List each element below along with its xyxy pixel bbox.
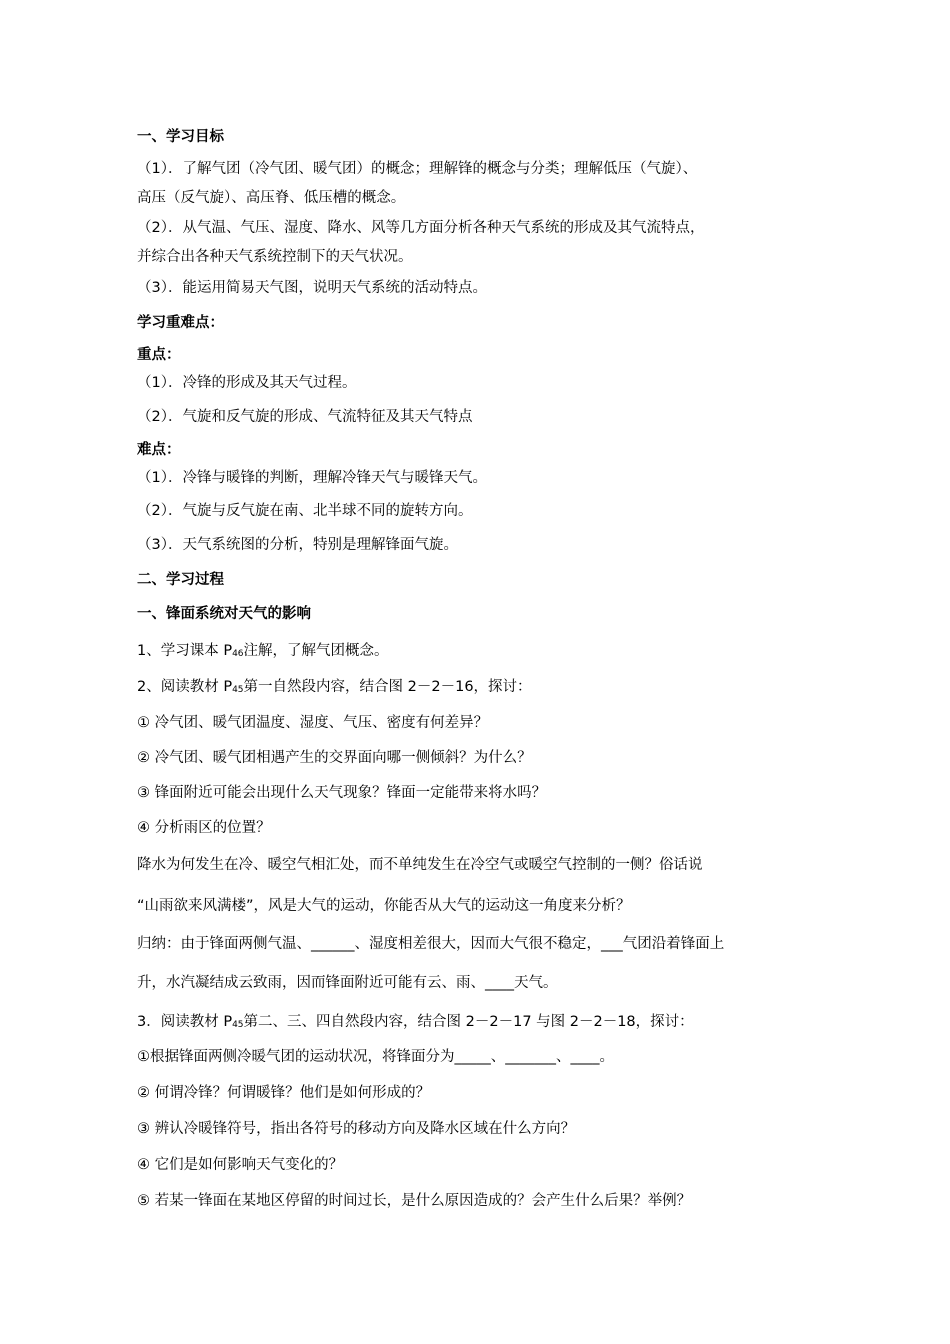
goal-line: （2）．从气温、气压、湿度、降水、风等几方面分析各种天气系统的形成及其气流特点， (137, 220, 705, 236)
item-1-text-end: 注解，了解气团概念。 (243, 643, 389, 659)
paragraph-line: “山雨欲来风满楼”，风是大气的运动，你能否从大气的运动这一角度来分析？ (137, 898, 631, 914)
question-line: ④ 分析雨区的位置？ (137, 820, 271, 836)
item-2 (137, 677, 827, 700)
difficult-point: （3）．天气系统图的分析，特别是理解锋面气旋。 (137, 537, 458, 553)
key-point: （1）．冷锋的形成及其天气过程。 (137, 375, 357, 391)
item-1-text: 1、学习课本 P (137, 643, 233, 659)
difficult-points-title: 难点： (137, 442, 181, 458)
item-2-text: 2、阅读教材 P (137, 679, 233, 695)
goal-line: （3）．能运用简易天气图，说明天气系统的活动特点。 (137, 280, 487, 296)
question-line: ② 冷气团、暖气团相遇产生的交界面向哪一侧倾斜？为什么？ (137, 750, 532, 766)
key-point: （2）．气旋和反气旋的形成、气流特征及其天气特点 (137, 409, 473, 425)
page-subscript: 46 (232, 649, 244, 659)
question-line: ① 冷气团、暖气团温度、湿度、气压、密度有何差异？ (137, 715, 489, 731)
summary-line: 升，水汽凝结成云致雨，因而锋面附近可能有云、雨、____天气。 (137, 975, 558, 991)
section-title-learning-process: 二、学习过程 (137, 572, 224, 588)
subsection-title-front-systems: 一、锋面系统对天气的影响 (137, 606, 311, 622)
question-line: ② 何谓冷锋？何谓暖锋？他们是如何形成的？ (137, 1085, 431, 1101)
question-line: ①根据锋面两侧冷暖气团的运动状况，将锋面分为_____、_______、____。 (137, 1049, 614, 1065)
difficult-point: （2）．气旋与反气旋在南、北半球不同的旋转方向。 (137, 503, 473, 519)
goal-line: 高压（反气旋）、高压脊、低压槽的概念。 (137, 190, 406, 206)
goal-line: （1）．了解气团（冷气团、暖气团）的概念；理解锋的概念与分类；理解低压（气旋）、 (137, 161, 698, 177)
paragraph-line: 降水为何发生在冷、暖空气相汇处，而不单纯发生在冷空气或暖空气控制的一侧？俗话说 (137, 857, 703, 873)
item-1 (137, 641, 827, 664)
question-line: ⑤ 若某一锋面在某地区停留的时间过长，是什么原因造成的？会产生什么后果？举例？ (137, 1193, 692, 1209)
key-points-title: 重点： (137, 347, 181, 363)
item-3-text-end: 第二、三、四自然段内容，结合图 2－2－17 与图 2－2－18，探讨： (243, 1014, 694, 1030)
page-subscript: 45 (232, 685, 244, 695)
item-3-text: 3．阅读教材 P (137, 1014, 233, 1030)
item-2-text-end: 第一自然段内容，结合图 2－2－16，探讨： (243, 679, 532, 695)
summary-line: 归纳：由于锋面两侧气温、______、湿度相差很大，因而大气很不稳定，___气团沿着锋面上 (137, 936, 725, 952)
goal-line: 并综合出各种天气系统控制下的天气状况。 (137, 249, 413, 265)
question-line: ③ 锋面附近可能会出现什么天气现象？锋面一定能带来将水吗？ (137, 785, 547, 801)
key-difficult-title: 学习重难点： (137, 315, 224, 331)
question-line: ③ 辨认冷暖锋符号，指出各符号的移动方向及降水区域在什么方向？ (137, 1121, 576, 1137)
difficult-point: （1）．冷锋与暖锋的判断，理解冷锋天气与暖锋天气。 (137, 470, 487, 486)
item-3 (137, 1012, 827, 1035)
section-title-learning-goals: 一、学习目标 (137, 129, 224, 145)
question-line: ④ 它们是如何影响天气变化的？ (137, 1157, 344, 1173)
page-subscript: 45 (232, 1020, 244, 1030)
